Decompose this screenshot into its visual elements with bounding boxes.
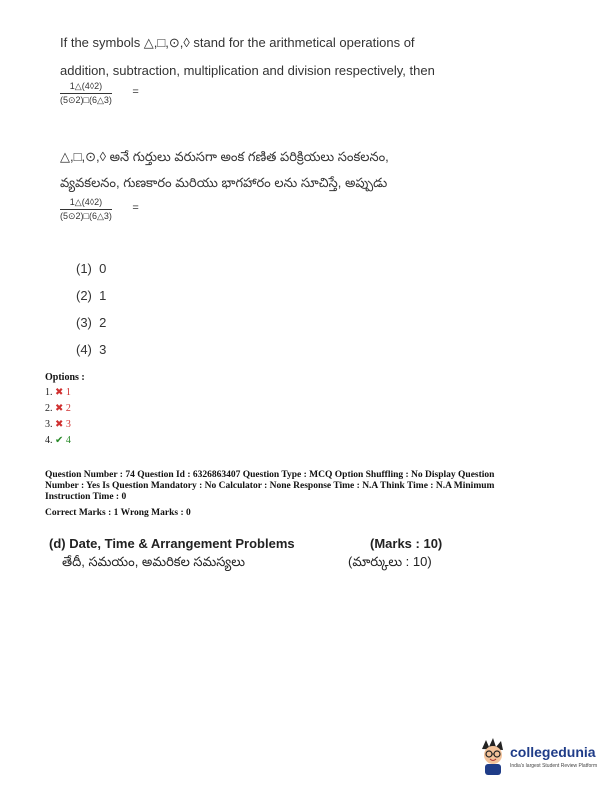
choice-value: 3 (99, 342, 107, 357)
choice-value: 1 (99, 288, 107, 303)
question-english (60, 29, 560, 85)
check-icon: ✔ (55, 435, 64, 446)
option-4 (45, 435, 71, 446)
fraction-expression-2 (60, 197, 139, 224)
options-title: Options : (45, 372, 85, 383)
question-english-line2: addition, subtraction, multiplication and division respectively, then (60, 63, 435, 78)
question-metadata (45, 470, 565, 503)
option-number: 4. (45, 435, 53, 446)
choice-value: 0 (99, 261, 107, 276)
fraction-numerator: 1△(4◊2) (60, 197, 112, 210)
choice-2 (76, 288, 106, 303)
question-telugu-line2: వ్యవకలనం, గుణకారం మరియు భాగహారం లను సూచిస్తే, అప్పుడు (60, 175, 388, 190)
logo-tagline: India's largest Student Review Platform (510, 763, 598, 769)
option-value: 4 (65, 435, 71, 446)
choice-number: (1) (76, 261, 92, 276)
option-value: 2 (65, 403, 71, 414)
option-value: 1 (65, 387, 71, 398)
cross-icon: ✖ (55, 387, 64, 398)
question-telugu-line1: △,□,⊙,◊ అనే గుర్తులు వరుసగా అంక గణిత పరిక్రియలు సంకలనం, (60, 149, 389, 164)
choice-4 (76, 342, 106, 357)
metadata-line2: Number : Yes Is Question Mandatory : No Calculator : None Response Time : N.A Think Time : N.A Minimum (45, 481, 495, 491)
option-number: 1. (45, 387, 53, 398)
question-english-line1: If the symbols △,□,⊙,◊ stand for the arithmetical operations of (60, 35, 415, 50)
fraction-expression-1 (60, 81, 139, 108)
choice-number: (4) (76, 342, 92, 357)
option-number: 2. (45, 403, 53, 414)
equals-sign: = (132, 202, 139, 214)
option-3 (45, 419, 71, 430)
fraction-denominator: (5⊙2)□(6△3) (60, 95, 112, 105)
metadata-line3: Instruction Time : 0 (45, 492, 127, 502)
cross-icon: ✖ (55, 403, 64, 414)
logo-wordmark: collegedunia (510, 744, 596, 760)
choice-number: (3) (76, 315, 92, 330)
option-value: 3 (65, 419, 71, 430)
fraction (60, 81, 112, 106)
choice-1 (76, 261, 106, 276)
mascot-icon (476, 737, 510, 777)
section-marks: (Marks : 10) (370, 536, 443, 551)
fraction-numerator: 1△(4◊2) (60, 81, 112, 94)
section-title-telugu: తేదీ, సమయం, అమరికల సమస్యలు (62, 554, 245, 569)
fraction-denominator: (5⊙2)□(6△3) (60, 211, 112, 221)
cross-icon: ✖ (55, 419, 64, 430)
option-number: 3. (45, 419, 53, 430)
metadata-line1: Question Number : 74 Question Id : 6326863407 Question Type : MCQ Option Shuffling : No Display Question (45, 470, 495, 480)
choice-number: (2) (76, 288, 92, 303)
fraction (60, 197, 112, 222)
marks-line: Correct Marks : 1 Wrong Marks : 0 (45, 508, 191, 518)
question-telugu (60, 144, 560, 196)
choice-3 (76, 315, 106, 330)
choice-value: 2 (99, 315, 107, 330)
section-marks-telugu: (మార్కులు : 10) (348, 554, 432, 569)
option-2 (45, 403, 71, 414)
equals-sign: = (132, 86, 139, 98)
option-1 (45, 387, 71, 398)
section-title: (d) Date, Time & Arrangement Problems (49, 536, 295, 551)
